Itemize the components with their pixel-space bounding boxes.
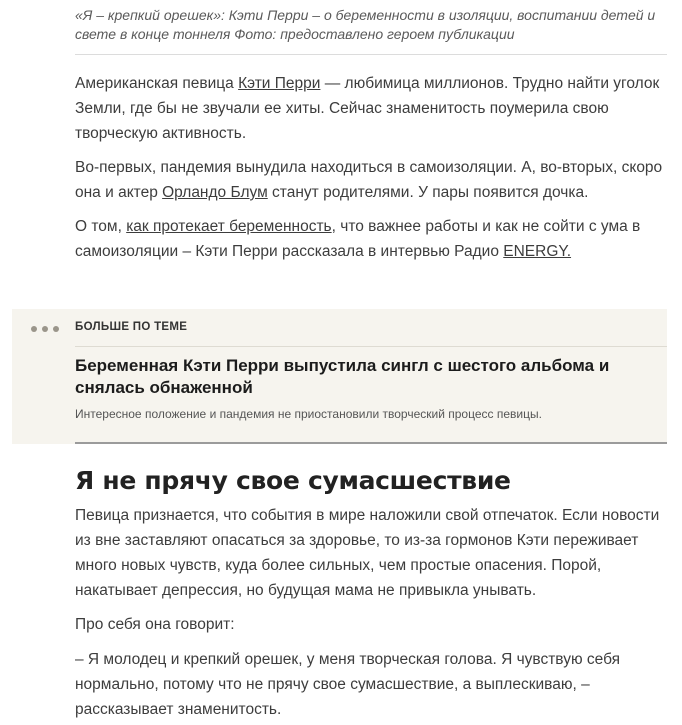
intro-text-3a: О том, [75, 218, 127, 235]
section-paragraph-1: Певица признается, что события в мире наложили свой отпечаток. Если новости из вне заставляют опасаться за здоровье, то из-за гормонов Кэти переживает много новых чувств, куда более сильных, чем простые опасения. Порой, накатывает депрессия, но будущая мама не привыкла унывать. [75, 507, 660, 599]
section-heading: Я не прячу свое сумасшествие [75, 466, 511, 495]
related-article-block [12, 309, 667, 444]
intro-paragraph-1 [75, 71, 667, 146]
section-paragraph-2: Про себя она говорит: [75, 616, 235, 633]
related-kicker: БОЛЬШЕ ПО ТЕМЕ [75, 321, 188, 333]
intro-paragraph-3 [75, 214, 667, 264]
section-paragraph-3: – Я молодец и крепкий орешек, у меня творческая голова. Я чувствую себя нормально, потому что не прячу свое сумасшествие, а выплескиваю, – рассказывает знаменитость. [75, 651, 621, 718]
link-energy[interactable]: ENERGY. [503, 243, 572, 260]
related-headline-link[interactable]: Беременная Кэти Перри выпустила сингл с шестого альбома и снялась обнаженной [75, 356, 610, 397]
intro-text-3b: , что важнее работы и как не сойти с ума в самоизоляции – Кэти Перри рассказала в интервью Радио [75, 218, 641, 260]
more-dots-icon [31, 326, 59, 332]
link-pregnancy[interactable]: как протекает беременность [126, 218, 332, 235]
intro-text-1b: — любимица миллионов. Трудно найти уголок Земли, где бы не звучали ее хиты. Сейчас знаменитость поумерила свою творческую активность. [75, 75, 660, 142]
intro-text-1a: Американская певица [75, 75, 239, 92]
link-katy-perry[interactable]: Кэти Перри [238, 75, 321, 92]
intro-text-2a: Во-первых, пандемия вынудила находиться в самоизоляции. А, во-вторых, скоро она и актер [75, 159, 663, 201]
link-orlando-bloom[interactable]: Орландо Блум [162, 184, 268, 201]
related-divider [75, 346, 667, 347]
related-bottom-divider [75, 442, 667, 444]
intro-text-2b: станут родителями. У пары появится дочка. [267, 184, 589, 201]
photo-caption: «Я – крепкий орешек»: Кэти Перри – о беременности в изоляции, воспитании детей и свете в конце тоннеля Фото: предоставлено героем публикации [75, 7, 656, 42]
related-lead: Интересное положение и пандемия не приостановили творческий процесс певицы. [75, 407, 542, 421]
intro-paragraph-2 [75, 155, 667, 205]
caption-divider [75, 54, 667, 55]
